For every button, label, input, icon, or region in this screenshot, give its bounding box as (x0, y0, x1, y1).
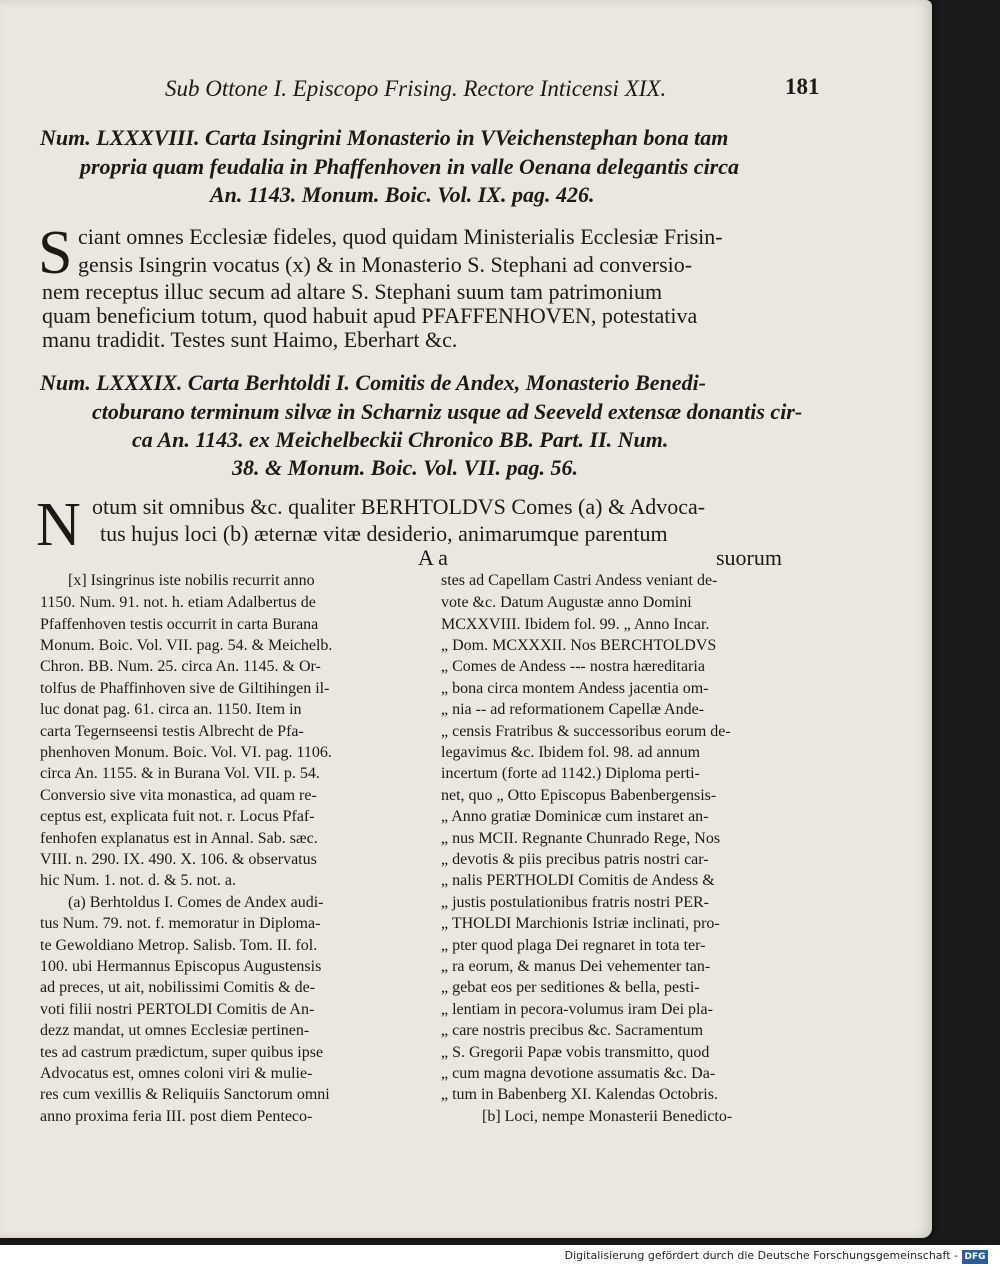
signature-mark: A a (418, 545, 448, 570)
note-line: „ care nostris precibus &c. Sacramentum (441, 1022, 704, 1039)
note-line: phenhoven Monum. Boic. Vol. VI. pag. 1106. (40, 744, 332, 761)
note-line: dezz mandat, ut omnes Ecclesiæ pertinen- (40, 1022, 310, 1039)
note-line: ceptus est, explicata fuit not. r. Locus Pfaf- (40, 808, 315, 825)
note-line: net, quo „ Otto Episcopus Babenbergensis- (441, 787, 717, 804)
note-line: ad preces, ut ait, nobilissimi Comitis & de- (40, 979, 316, 996)
text-line: manu tradidit. Testes sunt Haimo, Eberhart &c. (42, 327, 458, 352)
note-line: „ nia -- ad reformationem Capellæ Ande- (441, 701, 705, 718)
note-line: hic Num. 1. not. d. & 5. not. a. (40, 872, 236, 889)
page-number: 181 (785, 74, 820, 99)
digitization-footer (0, 1245, 1000, 1270)
note-line: res cum vexillis & Reliquiis Sanctorum omni (40, 1086, 330, 1103)
note-line: Pfaffenhoven testis occurrit in carta Burana (40, 616, 319, 633)
note-line: incertum (forte ad 1142.) Diploma perti- (441, 765, 700, 782)
note-line: Conversio sive vita monastica, ad quam re- (40, 787, 317, 804)
drop-cap-initial: N (36, 491, 81, 559)
text-line: otum sit omnibus &c. qualiter BERHTOLDVS Comes (a) & Advoca- (92, 494, 706, 519)
catchword: suorum (716, 545, 782, 570)
note-line: Advocatus est, omnes coloni viri & mulie- (40, 1065, 313, 1082)
note-line: „ tum in Babenberg XI. Kalendas Octobris. (441, 1086, 718, 1103)
note-line: Chron. BB. Num. 25. circa An. 1145. & Or- (40, 658, 321, 675)
note-line: vote &c. Datum Augustæ anno Domini (441, 594, 692, 611)
funding-credit: Digitalisierung gefördert durch die Deutsche Forschungsgemeinschaft - (564, 1249, 958, 1262)
text-line: nem receptus illuc secum ad altare S. Stephani suum tam patrimonium (42, 279, 663, 304)
note-line: „ lentiam in pecora-volumus iram Dei pla- (441, 1001, 713, 1018)
note-line: tus Num. 79. not. f. memoratur in Diploma- (40, 915, 321, 932)
note-line: „ devotis & piis precibus patris nostri car- (441, 851, 709, 868)
note-line: „ nalis PERTHOLDI Comitis de Andess & (441, 872, 715, 889)
note-line: [b] Loci, nempe Monasterii Benedicto- (482, 1108, 733, 1125)
entry-88-title-line: Num. LXXXVIII. Carta Isingrini Monasterio in VVeichenstephan bona tam (40, 125, 729, 150)
note-line: VIII. n. 290. IX. 490. X. 106. & observatus (40, 851, 317, 868)
note-line: „ ra eorum, & manus Dei vehementer tan- (441, 958, 711, 975)
note-line: „ cum magna devotione assumatis &c. Da- (441, 1065, 716, 1082)
entry-89-title-line: ctoburano terminum silvæ in Scharniz usque ad Seeveld extensæ donantis cir- (92, 399, 803, 424)
note-line: te Gewoldiano Metrop. Salisb. Tom. II. fol. (40, 937, 318, 954)
note-line: [x] Isingrinus iste nobilis recurrit anno (68, 572, 315, 589)
entry-89-title-line: Num. LXXXIX. Carta Berhtoldi I. Comitis de Andex, Monasterio Benedi- (40, 370, 707, 395)
note-line: „ S. Gregorii Papæ vobis transmitto, quod (441, 1044, 710, 1061)
note-line: fenhofen explanatus est in Annal. Sab. sæc. (40, 830, 318, 847)
dfg-logo[interactable]: DFG (962, 1250, 988, 1264)
note-line: „ gebat eos per seditiones & bella, pesti- (441, 979, 700, 996)
note-line: voti filii nostri PERTOLDI Comitis de An- (40, 1001, 315, 1018)
note-line: circa An. 1155. & in Burana Vol. VII. p. 54. (40, 765, 320, 782)
note-line: „ THOLDI Marchionis Istriæ inclinati, pro- (441, 915, 720, 932)
note-line: anno proxima feria III. post diem Penteco- (40, 1108, 313, 1125)
note-line: „ pter quod plaga Dei regnaret in tota ter- (441, 937, 706, 954)
entry-88-title-line: An. 1143. Monum. Boic. Vol. IX. pag. 426. (210, 182, 595, 207)
text-line: ciant omnes Ecclesiæ fideles, quod quidam Ministerialis Ecclesiæ Frisin- (78, 224, 723, 249)
entry-88-title-line: propria quam feudalia in Phaffenhoven in valle Oenana delegantis circa (80, 154, 740, 179)
note-line: stes ad Capellam Castri Andess veniant de- (441, 572, 718, 589)
note-line: „ censis Fratribus & successoribus eorum de- (441, 723, 731, 740)
note-line: legavimus &c. Ibidem fol. 98. ad annum (441, 744, 701, 761)
note-line: 1150. Num. 91. not. h. etiam Adalbertus de (40, 594, 316, 611)
drop-cap-initial: S (38, 219, 73, 287)
note-line: luc donat pag. 61. circa an. 1150. Item in (40, 701, 302, 718)
note-line: MCXXVIII. Ibidem fol. 99. „ Anno Incar. (441, 616, 710, 633)
note-line: carta Tegernseensi testis Albrecht de Pfa- (40, 723, 304, 740)
entry-89-title-line: ca An. 1143. ex Meichelbeckii Chronico BB. Part. II. Num. (132, 427, 669, 452)
note-line: (a) Berhtoldus I. Comes de Andex audi- (68, 894, 324, 911)
text-line: tus hujus loci (b) æternæ vitæ desiderio, animarumque parentum (100, 521, 668, 546)
running-title: Sub Ottone I. Episcopo Frising. Rectore Inticensi XIX. (165, 76, 667, 101)
note-line: „ nus MCII. Regnante Chunrado Rege, Nos (441, 830, 721, 847)
note-line: Monum. Boic. Vol. VII. pag. 54. & Meichelb. (40, 637, 333, 654)
note-line: „ Comes de Andess --- nostra hæreditaria (441, 658, 705, 675)
note-line: „ justis postulationibus fratris nostri PER- (441, 894, 709, 911)
note-line: tes ad castrum prædictum, super quibus ipse (40, 1044, 324, 1061)
entry-89-title-line: 38. & Monum. Boic. Vol. VII. pag. 56. (232, 455, 578, 480)
text-line: gensis Isingrin vocatus (x) & in Monasterio S. Stephani ad conversio- (78, 252, 693, 277)
note-line: 100. ubi Hermannus Episcopus Augustensis (40, 958, 322, 975)
note-line: tolfus de Phaffinhoven sive de Giltihingen il- (40, 680, 330, 697)
text-line: quam beneficium totum, quod habuit apud PFAFFENHOVEN, potestativa (42, 303, 698, 328)
note-line: „ bona circa montem Andess jacentia om- (441, 680, 709, 697)
note-line: „ Anno gratiæ Dominicæ cum instaret an- (441, 808, 709, 825)
note-line: „ Dom. MCXXXII. Nos BERCHTOLDVS (441, 637, 717, 654)
